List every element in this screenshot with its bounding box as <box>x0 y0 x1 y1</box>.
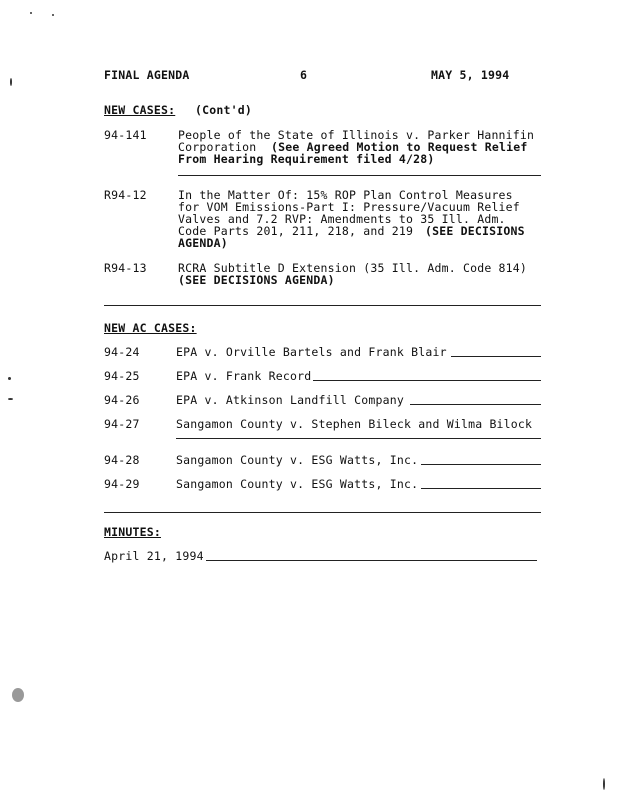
scan-speck <box>8 398 13 400</box>
ac-case-text: EPA v. Atkinson Landfill Company <box>176 393 404 407</box>
case-text-line: In the Matter Of: 15% ROP Plan Control Measures <box>178 188 513 202</box>
ac-case-number: 94-25 <box>104 369 140 383</box>
signature-line <box>421 464 541 465</box>
case-text-line: Corporation <box>178 140 257 154</box>
minutes-heading: MINUTES: <box>104 525 161 539</box>
ac-case-text: Sangamon County v. ESG Watts, Inc. <box>176 477 419 491</box>
agenda-title: FINAL AGENDA <box>104 68 190 82</box>
ac-case-text: EPA v. Orville Bartels and Frank Blair <box>176 345 447 359</box>
ac-case-number: 94-24 <box>104 345 140 359</box>
case-number: R94-13 <box>104 261 147 275</box>
case-note: (See Agreed Motion to Request Relief <box>271 140 528 154</box>
case-note: From Hearing Requirement filed 4/28) <box>178 152 435 166</box>
new-ac-cases-heading: NEW AC CASES: <box>104 321 197 335</box>
ac-case-number: 94-29 <box>104 477 140 491</box>
scan-speck <box>603 778 605 790</box>
scan-speck <box>12 688 24 702</box>
agenda-date: MAY 5, 1994 <box>431 68 510 82</box>
ac-case-number: 94-27 <box>104 417 140 431</box>
signature-line <box>451 356 541 357</box>
scan-speck <box>52 14 54 16</box>
case-number: 94-141 <box>104 128 147 142</box>
section-divider <box>104 305 541 306</box>
ac-case-text: EPA v. Frank Record <box>176 369 312 383</box>
minutes-date: April 21, 1994 <box>104 549 204 563</box>
case-number: R94-12 <box>104 188 147 202</box>
case-note: AGENDA) <box>178 236 228 250</box>
signature-line <box>421 488 541 489</box>
scan-speck <box>10 78 12 86</box>
case-text-line: People of the State of Illinois v. Parker Hannifin <box>178 128 535 142</box>
ac-case-text: Sangamon County v. Stephen Bileck and Wilma Bilock <box>176 417 533 431</box>
case-text-line: Valves and 7.2 RVP: Amendments to 35 Ill. Adm. <box>178 212 506 226</box>
case-text-line: for VOM Emissions-Part I: Pressure/Vacuum Relief <box>178 200 520 214</box>
ac-case-text: Sangamon County v. ESG Watts, Inc. <box>176 453 419 467</box>
case-note: (SEE DECISIONS AGENDA) <box>178 273 335 287</box>
signature-line <box>410 404 541 405</box>
case-text-line: Code Parts 201, 211, 218, and 219 <box>178 224 414 238</box>
ac-case-number: 94-26 <box>104 393 140 407</box>
ac-case-number: 94-28 <box>104 453 140 467</box>
page-number: 6 <box>300 68 308 82</box>
scan-speck <box>8 377 11 380</box>
new-cases-heading: NEW CASES: <box>104 103 176 117</box>
signature-line <box>178 175 541 176</box>
case-note: (SEE DECISIONS <box>425 224 525 238</box>
case-text-line: RCRA Subtitle D Extension (35 Ill. Adm. Code 814) <box>178 261 528 275</box>
section-divider <box>104 512 541 513</box>
signature-line <box>313 380 541 381</box>
signature-line <box>176 438 541 439</box>
new-cases-contd: (Cont'd) <box>195 103 252 117</box>
scan-speck <box>30 12 32 14</box>
signature-line <box>206 560 537 561</box>
